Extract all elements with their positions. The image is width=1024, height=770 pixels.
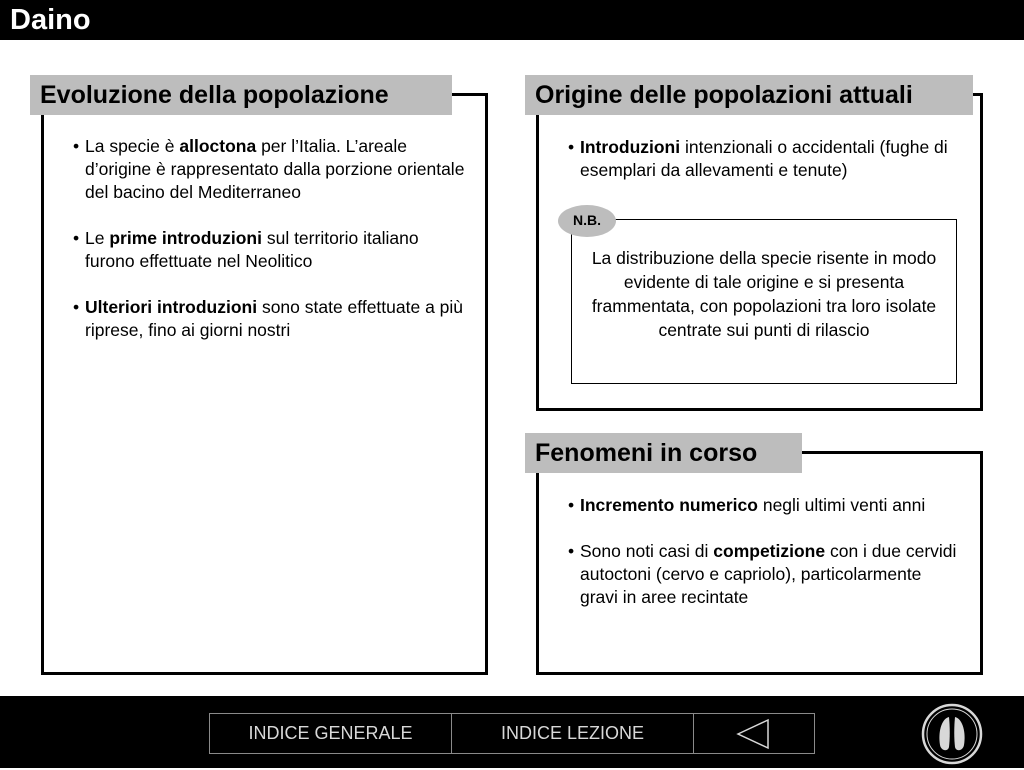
list-evoluzione <box>73 135 473 365</box>
heading-origine: Origine delle popolazioni attuali <box>525 75 973 115</box>
list-item: • Introduzioni intenzionali o accidentali (fughe di esemplari da allevamenti e tenute) <box>568 136 973 182</box>
triangle-left-icon <box>694 714 814 753</box>
heading-evoluzione: Evoluzione della popolazione <box>30 75 452 115</box>
hoofprint-icon <box>921 703 983 765</box>
list-item: • Ulteriori introduzioni sono state effettuate a più riprese, fino ai giorni nostri <box>73 296 473 342</box>
page-title: Daino <box>10 4 91 36</box>
list-item: • Sono noti casi di competizione con i due cervidi autoctoni (cervo e capriolo), particolarmente gravi in aree recintate <box>568 540 958 609</box>
list-origine <box>568 136 973 205</box>
nb-badge: N.B. <box>558 205 616 237</box>
indice-lezione-button[interactable]: INDICE LEZIONE <box>500 723 645 743</box>
list-item: • Le prime introduzioni sul territorio italiano furono effettuate nel Neolitico <box>73 227 473 273</box>
list-fenomeni <box>568 494 958 632</box>
list-item: • Incremento numerico negli ultimi venti anni <box>568 494 958 517</box>
list-item: • La specie è alloctona per l’Italia. L’areale d’origine è rappresentato dalla porzione orientale del bacino del Mediterraneo <box>73 135 473 204</box>
nb-note-text: La distribuzione della specie risente in modo evidente di tale origine e si presenta frammentata, con popolazioni tra loro isolate centrate sui punti di rilascio <box>591 248 937 340</box>
nav-bar <box>209 713 815 754</box>
logo-button[interactable] <box>921 703 983 765</box>
indice-generale-button[interactable]: INDICE GENERALE <box>248 723 413 743</box>
heading-fenomeni: Fenomeni in corso <box>525 433 802 473</box>
top-bar <box>0 0 1024 40</box>
back-button[interactable] <box>694 714 814 753</box>
nb-note-box <box>571 219 957 384</box>
